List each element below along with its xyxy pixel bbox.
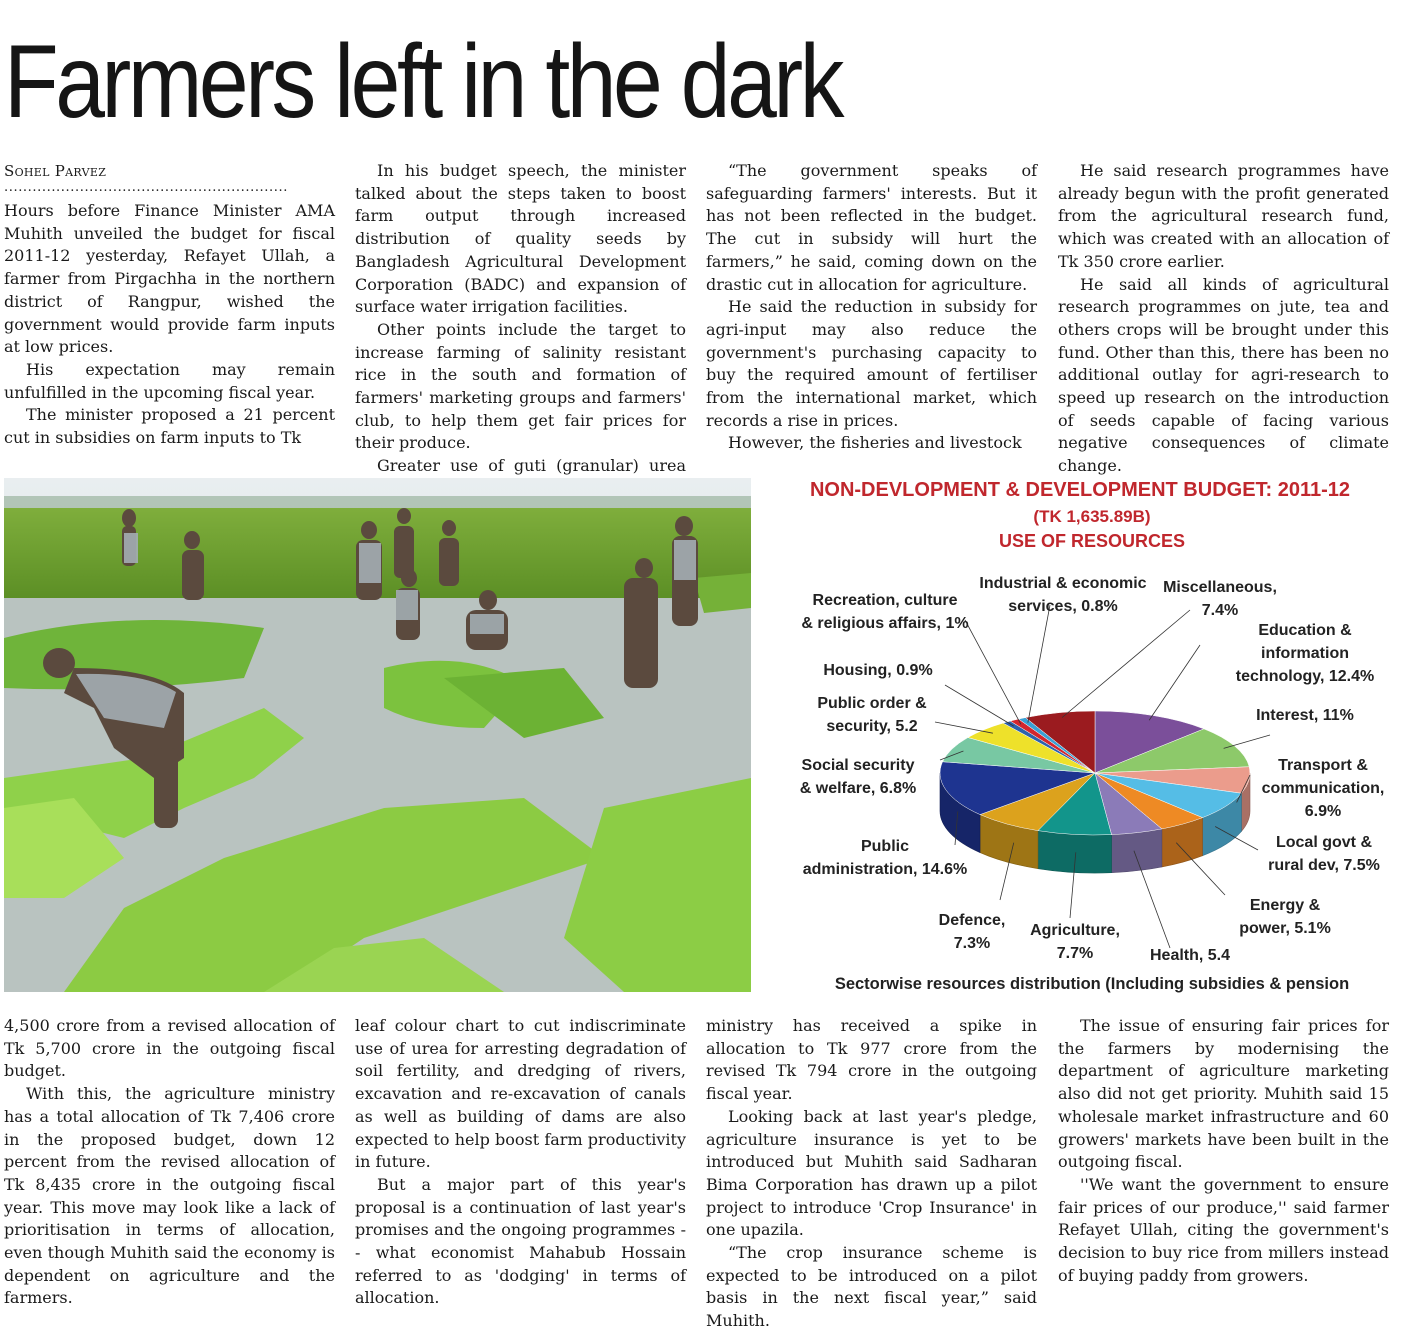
headline: Farmers left in the dark [4, 24, 841, 140]
paragraph: But a major part of this year's proposal is a continuation of last year's promises and the ongoing programmes -- what economist Mahabub Hossain referred to as 'dodging' in terms of allocation. [355, 1174, 686, 1308]
pie-slice-label: Energy & power, 5.1% [1239, 897, 1331, 937]
article-column-2-top [355, 160, 686, 501]
paragraph: Looking back at last year's pledge, agriculture insurance is yet to be introduced but Muhith said Sadharan Bima Corporation has drawn up a pilot project to introduce 'Crop Insurance' in one upazila. [706, 1106, 1037, 1240]
paragraph: With this, the agriculture ministry has a total allocation of Tk 7,406 crore in the proposed budget, down 12 percent from the revised allocation of Tk 8,435 crore in the outgoing fiscal year. This move may look like a lack of prioritisation in terms of allocation, even though Muhith said the economy is dependent on agriculture and the farmers. [4, 1084, 335, 1308]
pie-slice-label: Interest, 11% [1256, 707, 1354, 724]
paragraph: The issue of ensuring fair prices for the farmers by modernising the department of agriculture marketing also did not get priority. Muhith said 15 wholesale market infrastructure and 60 growers' markets have been built in the outgoing fiscal. [1058, 1016, 1389, 1172]
paragraph: Hours before Finance Minister AMA Muhith unveiled the budget for fiscal 2011-12 yesterday, Refayet Ullah, a farmer from Pirgachha in the northern district of Rangpur, wished the government would provide farm inputs at low prices. [4, 201, 335, 357]
paragraph: Other points include the target to increase farming of salinity resistant rice in the south and formation of farmers' marketing groups and farmers' club, to help them get fair prices for their produce. [355, 319, 686, 453]
pie-slice-label: Agriculture, 7.7% [1030, 922, 1120, 962]
pie-slice-label: Health, 5.4 [1149, 947, 1231, 964]
pie-slice-label: Public order & security, 5.2 [817, 695, 927, 735]
pie-slice-label: Local govt & rural dev, 7.5% [1268, 834, 1380, 874]
chart-caption: Sectorwise resources distribution (Including subsidies & pension [834, 975, 1350, 993]
paragraph: He said all kinds of agricultural research programmes on jute, tea and others crops will be brought under this fund. Other than this, there has been no additional outlay for agri-research to speed up research on the introduction of seeds capable of facing various negative consequences of climate change. [1058, 274, 1389, 476]
leader-line [1149, 645, 1200, 720]
chart-subtitle-2: USE OF RESOURCES [998, 531, 1186, 551]
pie-slice-label: Social security & welfare, 6.8% [799, 757, 917, 797]
paragraph: However, the fisheries and livestock [728, 433, 1022, 453]
paragraph: He said the reduction in subsidy for agri-input may also reduce the government's purchasing capacity to buy the required amount of fertiliser from the international market, which records a rise in prices. [706, 297, 1037, 430]
article-column-1-bottom [4, 1015, 335, 1310]
article-column-3-top [706, 160, 1037, 455]
paragraph: “The government speaks of safeguarding farmers' interests. But it has not been reflected in the budget. The cut in subsidy will hurt the farmers,” he said, coming down on the drastic cut in allocation for agriculture. [706, 161, 1037, 294]
pie-slice-label: Industrial & economic services, 0.8% [979, 575, 1147, 615]
leader-line [935, 722, 993, 733]
paragraph: He said research programmes have already begun with the profit generated from the agricultural research fund, which was created with an allocation of Tk 350 crore earlier. [1058, 161, 1389, 271]
article-column-3-bottom [706, 1015, 1037, 1333]
budget-pie-chart [770, 470, 1410, 1000]
byline-separator: ............................................................ [4, 182, 288, 194]
pie-slice-label: Public administration, 14.6% [802, 838, 968, 878]
paragraph: ministry has received a spike in allocation to Tk 977 crore from the revised Tk 794 crore in the outgoing fiscal year. [706, 1016, 1037, 1104]
article-column-4-top [1058, 160, 1389, 478]
chart-title: NON-DEVLOPMENT & DEVELOPMENT BUDGET: 2011-12 [809, 479, 1351, 501]
article-column-1-top [4, 160, 335, 450]
leader-line [1062, 610, 1190, 717]
pie-slice-label: Miscellaneous, 7.4% [1163, 579, 1277, 619]
pie-slice-label: Defence, 7.3% [938, 912, 1006, 952]
paragraph: leaf colour chart to cut indiscriminate use of urea for arresting degradation of soil fertility, and dredging of rivers, excavation and re-excavation of canals as well as building of dams are also expected to help boost farm productivity in future. [355, 1016, 686, 1172]
pie-slices [940, 711, 1250, 873]
leader-line [965, 620, 1021, 724]
byline: Sohel Parvez [4, 162, 107, 180]
chart-subtitle: (TK 1,635.89B) [1033, 507, 1151, 526]
pie-slice-label: Transport & communication, 6.9% [1261, 757, 1385, 820]
leader-line [1224, 735, 1270, 748]
pie-slice-side [1112, 829, 1162, 873]
paragraph: In his budget speech, the minister talked about the steps taken to boost farm output through increased distribution of quality seeds by Bangladesh Agricultural Development Corporation (BADC) and expansion of surface water irrigation facilities. [355, 161, 686, 317]
paragraph: Greater use of guti (granular) urea [377, 456, 686, 476]
article-column-2-bottom [355, 1015, 686, 1310]
paragraph: His expectation may remain unfulfilled in the upcoming fiscal year. [4, 359, 335, 402]
farmers-paddy-field-photo [4, 478, 751, 992]
leader-line [1028, 605, 1050, 723]
paragraph: “The crop insurance scheme is expected to be introduced on a pilot basis in the next fiscal year,” said Muhith. [706, 1243, 1037, 1331]
paragraph: 4,500 crore from a revised allocation of Tk 5,700 crore in the outgoing fiscal budget. [4, 1016, 335, 1081]
pie-slice-label: Housing, 0.9% [823, 662, 933, 679]
paragraph: ''We want the government to ensure fair prices of our produce,'' said farmer Refayet Ullah, citing the government's decision to buy rice from millers instead of buying paddy from growers. [1058, 1174, 1389, 1285]
article-column-4-bottom [1058, 1015, 1389, 1287]
pie-slice-label: Recreation, culture & religious affairs, 1% [801, 592, 969, 632]
pie-slice-label: Education & information technology, 12.4% [1235, 622, 1375, 685]
paragraph: The minister proposed a 21 percent cut in subsidies on farm inputs to Tk [4, 405, 335, 448]
